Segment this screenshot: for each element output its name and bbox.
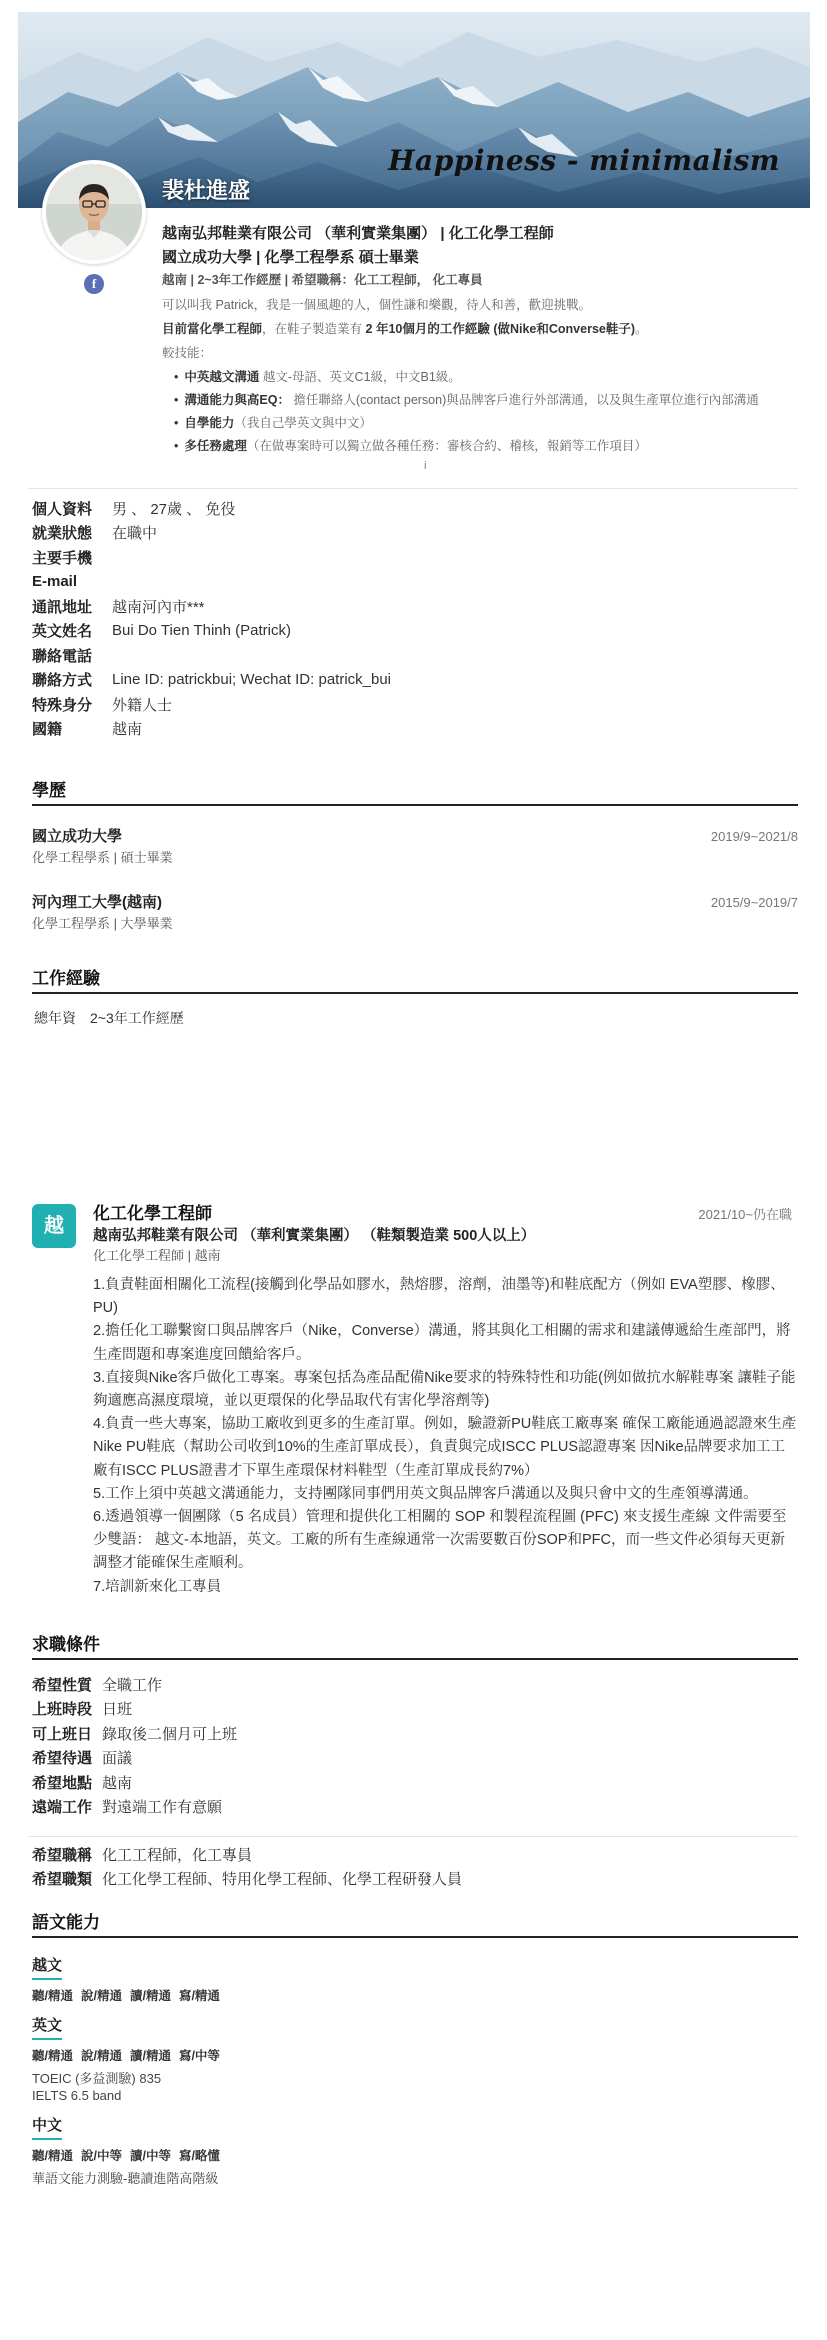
level-writing: 寫/精通 — [178, 1989, 220, 2003]
intro-role: 目前當化學工程師 — [162, 322, 263, 336]
pref-label: 希望地點 — [32, 1774, 93, 1792]
pref-row — [32, 1721, 792, 1746]
info-value: 越南河內市*** — [112, 598, 205, 616]
pref-label: 希望性質 — [32, 1676, 93, 1694]
section-title-experience: 工作經驗 — [32, 969, 100, 988]
info-value: Bui Do Tien Thinh (Patrick) — [112, 622, 291, 640]
pref-row — [32, 1672, 792, 1697]
info-value: 在職中 — [112, 525, 158, 543]
level-listening: 聽/精通 — [32, 2149, 73, 2163]
intro-experience-highlight: 2 年10個月的工作經驗 (做Nike和Converse鞋子) — [365, 322, 636, 336]
job-title: 化工化學工程師 — [93, 1204, 212, 1223]
skill-title: 多任務處理 — [184, 439, 247, 453]
skill-title: 溝通能力與高EQ： — [184, 393, 290, 407]
info-label: 國籍 — [32, 721, 63, 739]
intro-experience — [162, 318, 802, 342]
preferences-group — [32, 1672, 792, 1819]
info-row — [32, 594, 792, 619]
info-row — [32, 619, 792, 644]
language-certificate: 華語文能力測驗-聽讀進階高階級 — [32, 2171, 219, 2186]
language-levels — [32, 2146, 792, 2164]
language-levels — [32, 2046, 792, 2064]
candidate-name: 裴杜進盛 — [162, 178, 251, 203]
intro-text: 可以叫我 Patrick，我是一個風趣的人，個性謙和樂觀，待人和善，歡迎挑戰。 — [162, 298, 592, 312]
total-experience — [34, 1008, 198, 1028]
info-row — [32, 521, 792, 546]
pref-label: 希望待遇 — [32, 1750, 93, 1768]
section-title-languages: 語文能力 — [32, 1913, 100, 1932]
job-subtitle: 化工化學工程師 | 越南 — [93, 1248, 221, 1263]
language-name: 中文 — [32, 2114, 62, 2140]
job-company: 越南弘邦鞋業有限公司 （華利實業集團） （鞋類製造業 500人以上） — [93, 1228, 536, 1244]
education-date: 2015/9~2019/7 — [710, 895, 798, 910]
section-title-preferences: 求職條件 — [32, 1635, 100, 1654]
facebook-icon[interactable]: f — [84, 274, 104, 294]
section-divider — [32, 992, 798, 994]
language-item — [32, 2014, 792, 2104]
pref-value: 全職工作 — [102, 1676, 163, 1694]
job-duty: 7.培訓新來化工專員 — [93, 1578, 222, 1595]
skill-detail: 越文-母語、英文C1級，中文B1級。 — [259, 370, 461, 384]
job-duty: 6.透過領導一個團隊（5 名成員）管理和提供化工相關的 SOP 和製程流程圖 (PFC) 來支援生產線 文件需要至少雙語： 越文-本地語，英文。工廠的所有生產線通常一次需要數百份SOP和PFC，而一些文件必須每天更新調整才能確保生產順利。 — [93, 1509, 787, 1572]
school-degree: 化學工程學系 | 碩士畢業 — [32, 850, 173, 865]
info-label: 個人資料 — [32, 500, 93, 518]
current-job-line: 越南弘邦鞋業有限公司 （華利實業集團） | 化工化學工程師 — [162, 225, 554, 242]
pref-value: 化工工程師，化工專員 — [102, 1846, 253, 1864]
education-item — [32, 892, 798, 934]
job-duty: 3.直接與Nike客戶做化工專案。專案包括為產品配備Nike要求的特殊特性和功能(例如做抗水解鞋專案 讓鞋子能夠適應高濕度環境，並以更環保的化學品取代有害化學溶劑等) — [93, 1369, 796, 1410]
language-item — [32, 2114, 792, 2187]
info-label: E-mail — [32, 573, 78, 591]
section-divider — [32, 1658, 798, 1660]
job-duty: 4.負責一些大專案，協助工廠收到更多的生產訂單。例如，驗證新PU鞋底工廠專案 確保工廠能通過認證來生產Nike PU鞋底（幫助公司收到10%的生產訂單成長），負責與完成ISCC PLUS認證專案 因Nike品牌要求加工工廠有ISCC PLUS證書才下單生產環保材料鞋型（生產訂單成長約7%） — [93, 1416, 797, 1479]
info-row — [32, 643, 792, 668]
info-label: 聯絡方式 — [32, 672, 93, 690]
pref-label: 可上班日 — [32, 1725, 93, 1743]
language-name: 英文 — [32, 2014, 62, 2040]
skill-item — [174, 435, 802, 458]
skills-label: 較技能： — [162, 346, 213, 360]
info-value: 越南 — [112, 721, 143, 739]
skill-title: 中英越文溝通 — [184, 370, 260, 384]
info-row — [32, 668, 792, 693]
school-degree: 化學工程學系 | 大學畢業 — [32, 916, 173, 931]
job-item — [93, 1202, 798, 1599]
pref-value: 日班 — [102, 1701, 133, 1719]
pref-value: 越南 — [102, 1774, 133, 1792]
language-name: 越文 — [32, 1954, 62, 1980]
job-date: 2021/10~仍在職 — [698, 1207, 792, 1222]
cover-banner — [18, 12, 810, 208]
skill-item — [174, 389, 802, 412]
job-duty: 5.工作上須中英越文溝通能力，支持團隊同事們用英文與品牌客戶溝通以及與只會中文的生產領導溝通。 — [93, 1485, 758, 1502]
job-duty: 1.負責鞋面相關化工流程(接觸到化學品如膠水，熱熔膠，溶劑，油墨等)和鞋底配方（例如 EVA塑膠、橡膠、PU) — [93, 1277, 785, 1317]
school-name: 國立成功大學 — [32, 828, 123, 845]
level-reading: 讀/精通 — [129, 2049, 171, 2063]
info-label: 聯絡電話 — [32, 647, 93, 665]
info-label: 特殊身分 — [32, 696, 93, 714]
total-experience-label: 總年資 — [34, 1010, 76, 1026]
pref-value: 錄取後二個月可上班 — [102, 1725, 238, 1743]
level-speaking: 說/精通 — [80, 1989, 122, 2003]
pref-label: 遠端工作 — [32, 1799, 93, 1817]
info-value: 男 、 27歲 、 免役 — [112, 500, 236, 518]
language-certificate: TOEIC (多益測驗) 835 — [32, 2071, 162, 2086]
pref-row — [32, 1697, 792, 1722]
info-row — [32, 545, 792, 570]
level-speaking: 說/中等 — [80, 2149, 122, 2163]
level-listening: 聽/精通 — [32, 2049, 73, 2063]
pref-row — [32, 1795, 792, 1820]
pref-value: 對遠端工作有意願 — [102, 1799, 223, 1817]
skill-item — [174, 412, 802, 435]
info-label: 就業狀態 — [32, 525, 93, 543]
skill-title: 自學能力 — [184, 416, 235, 430]
pref-row — [32, 1867, 792, 1892]
banner-slogan: Happiness - minimalism — [388, 144, 780, 177]
section-divider — [32, 804, 798, 806]
intro-mid: ，在鞋子製造業有 — [262, 322, 363, 336]
expand-marker[interactable]: i — [424, 460, 427, 472]
level-speaking: 說/精通 — [80, 2049, 122, 2063]
level-reading: 讀/中等 — [129, 2149, 171, 2163]
education-date: 2019/9~2021/8 — [710, 829, 798, 844]
info-value: Line ID: patrickbui; Wechat ID: patrick_bui — [112, 671, 392, 689]
info-label: 英文姓名 — [32, 623, 93, 641]
skills-list — [162, 366, 802, 458]
profile-summary — [162, 222, 802, 458]
info-row — [32, 717, 792, 742]
total-experience-value: 2~3年工作經歷 — [90, 1010, 184, 1026]
location-experience-line: 越南 | 2~3年工作經歷 | 希望職稱：化工工程師， 化工專員 — [162, 273, 483, 287]
avatar — [42, 160, 146, 264]
info-value: 外籍人士 — [112, 696, 173, 714]
section-title-education: 學歷 — [32, 781, 66, 800]
profile-photo — [46, 164, 142, 260]
job-duty: 2.擔任化工聯繫窗口與品牌客戶（Nike，Converse）溝通，將其與化工相關的需求和建議傳遞給生產部門，將生產問題和專案進度回饋給客戶。 — [93, 1323, 791, 1363]
pref-label: 希望職稱 — [32, 1846, 93, 1864]
level-writing: 寫/中等 — [178, 2049, 220, 2063]
education-line: 國立成功大學 | 化學工程學系 碩士畢業 — [162, 249, 419, 266]
intro-end: 。 — [635, 322, 648, 336]
info-row — [32, 692, 792, 717]
info-label: 通訊地址 — [32, 598, 93, 616]
language-item — [32, 1954, 792, 2004]
pref-value: 化工化學工程師、特用化學工程師、化學工程研發人員 — [102, 1871, 463, 1889]
preferences-group — [32, 1842, 792, 1891]
language-levels — [32, 1986, 792, 2004]
info-row — [32, 496, 792, 521]
job-description — [93, 1274, 798, 1599]
pref-row — [32, 1842, 792, 1867]
pref-row — [32, 1746, 792, 1771]
mountain-landscape-image — [18, 12, 810, 208]
pref-label: 希望職類 — [32, 1871, 93, 1889]
pref-row — [32, 1770, 792, 1795]
pref-value: 面議 — [102, 1750, 133, 1768]
divider — [28, 488, 798, 489]
info-row — [32, 570, 792, 595]
level-writing: 寫/略懂 — [178, 2149, 220, 2163]
education-item — [32, 826, 798, 868]
school-name: 河內理工大學(越南) — [32, 894, 162, 911]
level-listening: 聽/精通 — [32, 1989, 73, 2003]
pref-label: 上班時段 — [32, 1701, 93, 1719]
level-reading: 讀/精通 — [129, 1989, 171, 2003]
company-country-badge: 越 — [32, 1204, 76, 1248]
language-certificate: IELTS 6.5 band — [32, 2088, 122, 2103]
divider — [28, 1836, 798, 1837]
personal-info — [32, 496, 792, 741]
section-divider — [32, 1936, 798, 1938]
skill-item — [174, 366, 802, 389]
skill-detail: 擔任聯絡人(contact person)與品牌客戶進行外部溝通，以及與生產單位進行內部溝通 — [289, 393, 759, 407]
info-label: 主要手機 — [32, 549, 93, 567]
skill-detail: （我自己學英文與中文） — [234, 416, 372, 430]
skill-detail: （在做專案時可以獨立做各種任務：審核合約、稽核，報銷等工作項目） — [246, 439, 647, 453]
